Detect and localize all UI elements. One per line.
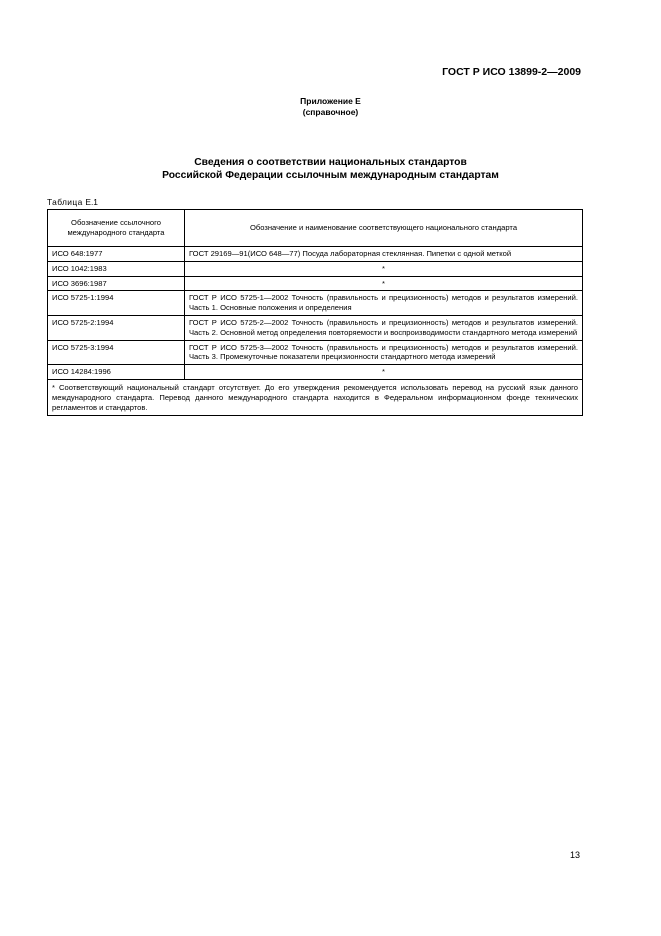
cell-national: * (185, 261, 583, 276)
section-title-line-1: Сведения о соответствии национальных стандартов (194, 157, 467, 168)
cell-ref: ИСО 1042:1983 (48, 261, 185, 276)
cell-ref: ИСО 3696:1987 (48, 276, 185, 291)
table-footnote-row (48, 379, 583, 415)
header-international-standard: Обозначение ссылочного международного стандарта (48, 210, 185, 247)
cell-ref: ИСО 5725-3:1994 (48, 340, 185, 365)
table-footnote: * Соответствующий национальный стандарт отсутствует. До его утверждения рекомендуется использовать перевод на русский язык данного международного стандарта. Перевод данного международного стандарта находится в Федеральном информационном фонде технических регламентов и стандартов. (48, 379, 583, 415)
cell-national: ГОСТ 29169—91(ИСО 648—77) Посуда лабораторная стеклянная. Пипетки с одной меткой (185, 247, 583, 262)
table-header-row (48, 210, 583, 247)
table-caption (47, 197, 98, 207)
cell-ref: ИСО 5725-2:1994 (48, 315, 185, 340)
annex-title: Приложение Е (300, 96, 361, 106)
table-row (48, 365, 583, 380)
table-caption-word: Таблица (47, 197, 83, 207)
table-caption-number: Е.1 (85, 197, 98, 207)
cell-national: ГОСТ Р ИСО 5725-2—2002 Точность (правильность и прецизионность) методов и результатов измерений. Часть 2. Основной метод определения повторяемости и воспроизводимости стандартного метода измерений (185, 315, 583, 340)
cell-national: * (185, 365, 583, 380)
annex-heading (0, 96, 661, 118)
header-national-standard: Обозначение и наименование соответствующего национального стандарта (185, 210, 583, 247)
cell-national: ГОСТ Р ИСО 5725-1—2002 Точность (правильность и прецизионность) методов и результатов измерений. Часть 1. Основные положения и определения (185, 291, 583, 316)
annex-subtitle: (справочное) (302, 107, 359, 117)
document-standard-number: ГОСТ Р ИСО 13899-2—2009 (442, 66, 581, 78)
table-row (48, 276, 583, 291)
table-row (48, 315, 583, 340)
cell-national: * (185, 276, 583, 291)
page-number: 13 (570, 850, 581, 860)
cell-ref: ИСО 648:1977 (48, 247, 185, 262)
table-row (48, 291, 583, 316)
table-row (48, 261, 583, 276)
cell-ref: ИСО 14284:1996 (48, 365, 185, 380)
cell-ref: ИСО 5725-1:1994 (48, 291, 185, 316)
table-row (48, 340, 583, 365)
section-title (0, 156, 661, 182)
section-title-line-2: Российской Федерации ссылочным международным стандартам (162, 170, 499, 181)
cell-national: ГОСТ Р ИСО 5725-3—2002 Точность (правильность и прецизионность) методов и результатов измерений. Часть 3. Промежуточные показатели прецизионности стандартного метода измерений (185, 340, 583, 365)
table-row (48, 247, 583, 262)
correspondence-table (47, 209, 583, 416)
